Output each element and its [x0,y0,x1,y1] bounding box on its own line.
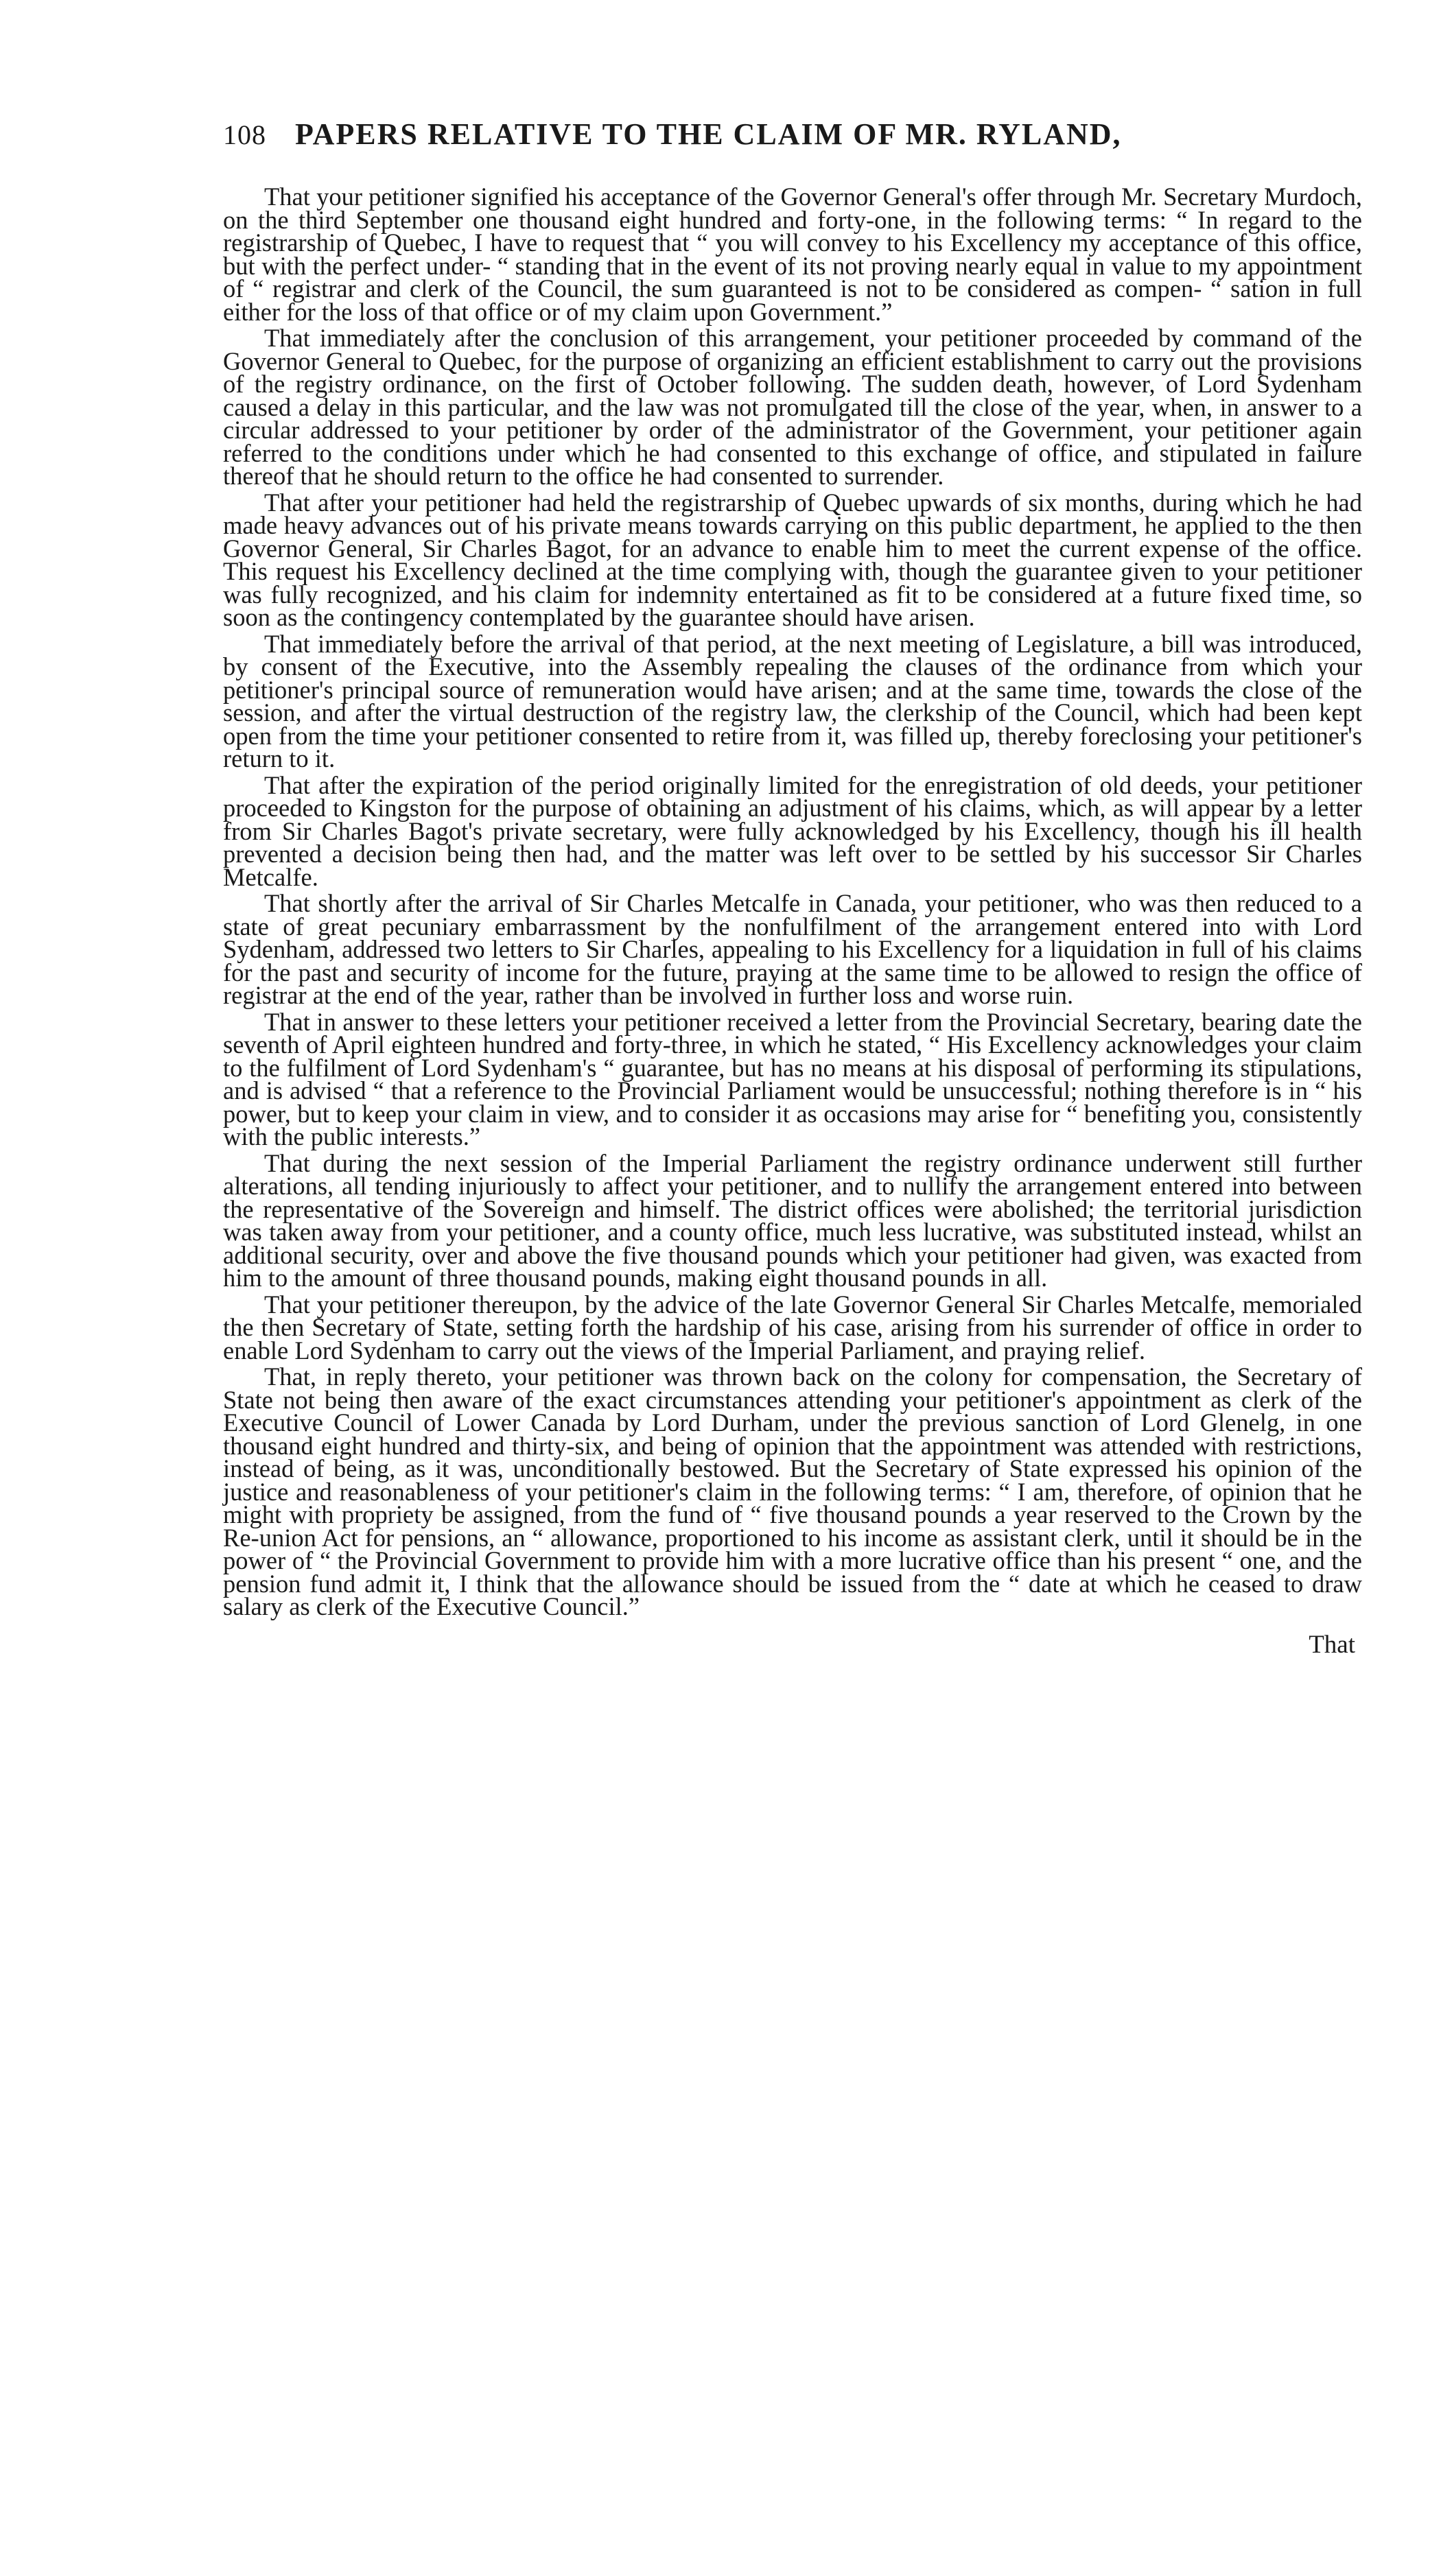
paragraph-imperial-parliament: That during the next session of the Imperial Parliament the registry ordinance underwent still further alterations, all tending injuriously to affect your petitioner, and to nullify the arrangement entered into between the representative of the Sovereign and himself. The district offices were abolished; the territorial jurisdiction was taken away from your petitioner, and a county office, much less lucrative, was substituted instead, whilst an additional security, over and above the five thousand pounds which your petitioner had given, was exacted from him to the amount of three thousand pounds, making eight thousand pounds in all. [223,1148,1362,1292]
running-head: PAPERS RELATIVE TO THE CLAIM OF MR. RYLAND, [295,117,1122,151]
catchword: That [1309,1630,1355,1659]
paragraph-registrarship: That after your petitioner had held the registrarship of Quebec upwards of six months, during which he had made heavy advances out of his private means towards carrying on this public department, he applied to the then Governor General, Sir Charles Bagot, for an advance to enable him to meet the current expense of the office. This request his Excellency declined at the time complying with, though the guarantee given to your petitioner was fully recognized, and his claim for indemnity entertained as fit to be considered at a future fixed time, so soon as the contingency contemplated by the guarantee should have arisen. [223,488,1362,631]
document-page [223,117,1362,2531]
paragraph-secretary-of-state: That, in reply thereto, your petitioner was thrown back on the colony for compensation, the Secretary of State not being then aware of the exact circumstances attending your petitioner's appointment as clerk of the Executive Council of Lower Canada by Lord Durham, under the previous sanction of Lord Glenelg, in one thousand eight hundred and thirty-six, and being of opinion that the appointment was attended with restrictions, instead of being, as it was, unconditionally bestowed. But the Secretary of State expressed his opinion of the justice and reasonableness of your petitioner's claim in the following terms: “ I am, therefore, of opinion that he might with propriety be assigned, from the fund of “ five thousand pounds a year reserved to the Crown by the Re-union Act for pensions, an “ allowance, proportioned to his income as assistant clerk, until it should be in the power of “ the Provincial Government to provide him with a more lucrative office than his present “ one, and the pension fund admit it, I think that the allowance should be issued from the “ date at which he ceased to draw salary as clerk of the Executive Council.” [223,1362,1362,1620]
paragraph-provincial-secretary: That in answer to these letters your petitioner received a letter from the Provincial Secretary, bearing date the seventh of April eighteen hundred and forty-three, in which he stated, “ His Excellency acknowledges your claim to the fulfilment of Lord Sydenham's “ guarantee, but has no means at his disposal of performing its stipulations, and is advised “ that a reference to the Provincial Parliament would be unsuccessful; nothing therefore is in “ his power, but to keep your claim in view, and to consider it as occasions may arise for “ benefiting you, consistently with the public interests.” [223,1007,1362,1150]
paragraph-metcalfe: That shortly after the arrival of Sir Charles Metcalfe in Canada, your petitioner, who was then reduced to a state of great pecuniary embarrassment by the nonfulfilment of the arrangement entered into with Lord Sydenham, addressed two letters to Sir Charles, appealing to his Excellency for a liquidation in full of his claims for the past and security of income for the future, praying at the same time to be allowed to resign the office of registrar at the end of the year, rather than be involved in further loss and worse ruin. [223,889,1362,1009]
paragraph-memorial: That your petitioner thereupon, by the advice of the late Governor General Sir Charles Metcalfe, memorialed the then Secretary of State, setting forth the hardship of his case, arising from his surrender of office in order to enable Lord Sydenham to carry out the views of the Imperial Parliament, and praying relief. [223,1290,1362,1364]
paragraph-legislature: That immediately before the arrival of that period, at the next meeting of Legislature, a bill was introduced, by consent of the Executive, into the Assembly repealing the clauses of the ordinance from which your petitioner's principal source of remuneration would have arisen; and at the same time, towards the close of the session, and after the virtual destruction of the registry law, the clerkship of the Council, which had been kept open from the time your petitioner consented to retire from it, was filled up, thereby foreclosing your petitioner's return to it. [223,629,1362,772]
paragraph-acceptance: That your petitioner signified his acceptance of the Governor General's offer through Mr. Secretary Murdoch, on the third September one thousand eight hundred and forty-one, in the following terms: “ In regard to the registrarship of Quebec, I have to request that “ you will convey to his Excellency my acceptance of this office, but with the perfect under- “ standing that in the event of its not proving nearly equal in value to my appointment of “ registrar and clerk of the Council, the sum guaranteed is not to be considered as compen- “ sation in full either for the loss of that office or of my claim upon Government.” [223,182,1362,326]
paragraph-kingston: That after the expiration of the period originally limited for the enregistration of old deeds, your petitioner proceeded to Kingston for the purpose of obtaining an adjustment of his claims, which, as will appear by a letter from Sir Charles Bagot's private secretary, were fully acknowledged by his Excellency, though his ill health prevented a decision being then had, and the matter was left over to be settled by his successor Sir Charles Metcalfe. [223,770,1362,891]
paragraph-quebec-establishment: That immediately after the conclusion of this arrangement, your petitioner proceeded by command of the Governor General to Quebec, for the purpose of organizing an efficient establishment to carry out the provisions of the registry ordinance, on the first of October following. The sudden death, however, of Lord Sydenham caused a delay in this particular, and the law was not promulgated till the close of the year, when, in answer to a circular addressed to your petitioner by order of the administrator of the Government, your petitioner again referred to the conditions under which he had consented to this exchange of office, and stipulated in failure thereof that he should return to the office he had consented to surrender. [223,324,1362,490]
page-header [223,117,1362,172]
body-text [223,182,1362,1622]
page-number: 108 [223,119,266,150]
